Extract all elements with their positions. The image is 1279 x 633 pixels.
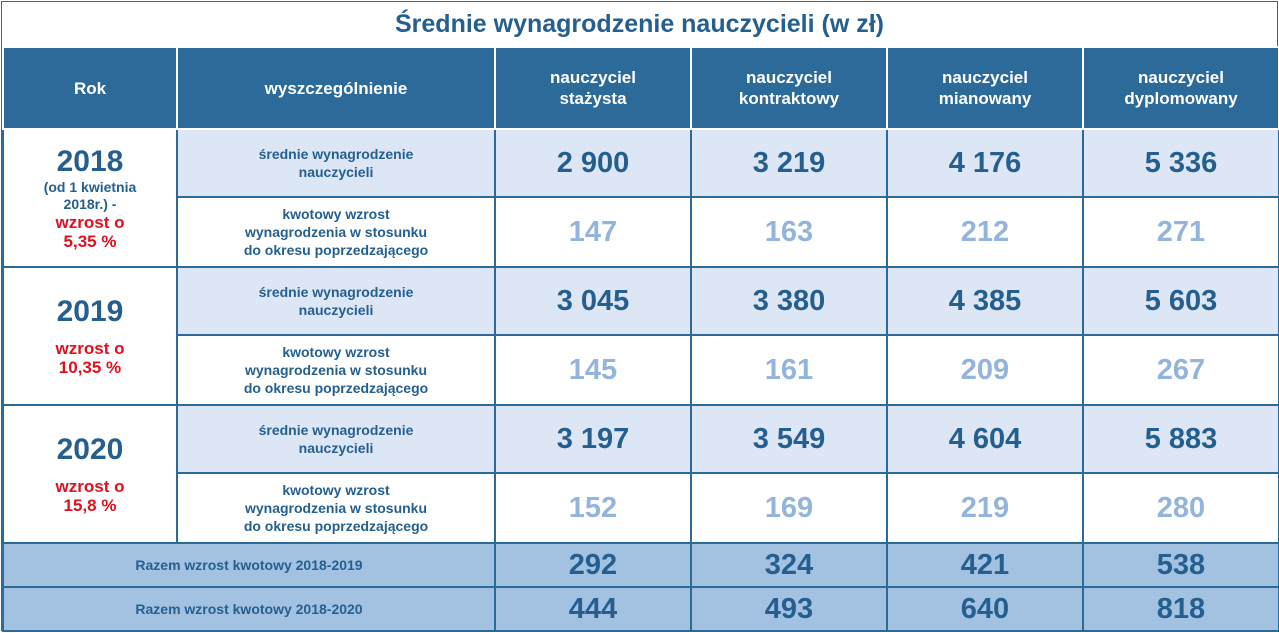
year-growth: 15,8 % — [63, 496, 117, 515]
label-line: wynagrodzenia w stosunku — [244, 224, 428, 240]
table-row — [3, 197, 1279, 267]
cell-value: 421 — [887, 543, 1083, 587]
cell-value: 5 336 — [1083, 129, 1279, 197]
table-row — [3, 267, 1279, 335]
cell-value: 212 — [887, 197, 1083, 267]
cell-value: 3 197 — [495, 405, 691, 473]
cell-value: 161 — [691, 335, 887, 405]
salary-table-document — [1, 1, 1278, 631]
table-row — [3, 473, 1279, 543]
year-note: 2018r.) - — [63, 196, 117, 212]
cell-value: 538 — [1083, 543, 1279, 587]
header-row — [3, 47, 1279, 129]
cell-value: 219 — [887, 473, 1083, 543]
cell-value: 324 — [691, 543, 887, 587]
year-growth: 10,35 % — [58, 358, 122, 377]
year-cell-2019 — [3, 267, 177, 405]
year-growth: wzrost o — [55, 213, 125, 232]
header-line: nauczyciel — [942, 68, 1028, 87]
year-cell-2018 — [3, 129, 177, 267]
total-label: Razem wzrost kwotowy 2018-2020 — [3, 587, 495, 631]
header-line: stażysta — [559, 89, 627, 108]
row-label-avg — [177, 129, 495, 197]
label-line: nauczycieli — [298, 302, 374, 318]
header-kontraktowy — [691, 47, 887, 129]
cell-value: 3 045 — [495, 267, 691, 335]
label-line: wynagrodzenia w stosunku — [244, 362, 428, 378]
cell-value: 163 — [691, 197, 887, 267]
header-line: nauczyciel — [1138, 68, 1224, 87]
row-label-avg — [177, 405, 495, 473]
page-title: Średnie wynagrodzenie nauczycieli (w zł) — [2, 2, 1277, 46]
salary-table — [2, 46, 1279, 632]
year-label: 2019 — [56, 295, 124, 328]
header-line: mianowany — [938, 89, 1032, 108]
cell-value: 145 — [495, 335, 691, 405]
year-growth: wzrost o — [55, 477, 125, 496]
cell-value: 5 603 — [1083, 267, 1279, 335]
total-row — [3, 587, 1279, 631]
cell-value: 818 — [1083, 587, 1279, 631]
cell-value: 271 — [1083, 197, 1279, 267]
cell-value: 4 176 — [887, 129, 1083, 197]
cell-value: 267 — [1083, 335, 1279, 405]
cell-value: 3 380 — [691, 267, 887, 335]
cell-value: 3 549 — [691, 405, 887, 473]
cell-value: 152 — [495, 473, 691, 543]
cell-value: 5 883 — [1083, 405, 1279, 473]
label-line: do okresu poprzedzającego — [243, 518, 429, 534]
header-description: wyszczególnienie — [177, 47, 495, 129]
label-line: kwotowy wzrost — [282, 482, 390, 498]
cell-value: 169 — [691, 473, 887, 543]
cell-value: 4 385 — [887, 267, 1083, 335]
header-dyplomowany — [1083, 47, 1279, 129]
label-line: do okresu poprzedzającego — [243, 380, 429, 396]
label-line: do okresu poprzedzającego — [243, 242, 429, 258]
year-label: 2020 — [56, 433, 124, 466]
label-line: kwotowy wzrost — [282, 344, 390, 360]
row-label-inc — [177, 473, 495, 543]
cell-value: 444 — [495, 587, 691, 631]
row-label-inc — [177, 335, 495, 405]
year-growth: wzrost o — [55, 339, 125, 358]
header-line: nauczyciel — [746, 68, 832, 87]
year-cell-2020 — [3, 405, 177, 543]
total-row — [3, 543, 1279, 587]
label-line: wynagrodzenia w stosunku — [244, 500, 428, 516]
label-line: kwotowy wzrost — [282, 206, 390, 222]
header-line: nauczyciel — [550, 68, 636, 87]
table-row — [3, 335, 1279, 405]
table-row — [3, 405, 1279, 473]
row-label-avg — [177, 267, 495, 335]
label-line: średnie wynagrodzenie — [258, 146, 414, 162]
cell-value: 280 — [1083, 473, 1279, 543]
cell-value: 3 219 — [691, 129, 887, 197]
label-line: nauczycieli — [298, 164, 374, 180]
cell-value: 292 — [495, 543, 691, 587]
cell-value: 209 — [887, 335, 1083, 405]
header-stazysta — [495, 47, 691, 129]
table-row — [3, 129, 1279, 197]
header-line: kontraktowy — [738, 89, 840, 108]
total-label: Razem wzrost kwotowy 2018-2019 — [3, 543, 495, 587]
cell-value: 4 604 — [887, 405, 1083, 473]
year-note: (od 1 kwietnia — [43, 179, 137, 195]
header-mianowany — [887, 47, 1083, 129]
header-rok: Rok — [3, 47, 177, 129]
year-growth: 5,35 % — [63, 232, 117, 251]
cell-value: 493 — [691, 587, 887, 631]
label-line: średnie wynagrodzenie — [258, 284, 414, 300]
cell-value: 2 900 — [495, 129, 691, 197]
cell-value: 147 — [495, 197, 691, 267]
label-line: średnie wynagrodzenie — [258, 422, 414, 438]
row-label-inc — [177, 197, 495, 267]
header-line: dyplomowany — [1124, 89, 1238, 108]
year-label: 2018 — [56, 145, 124, 178]
label-line: nauczycieli — [298, 440, 374, 456]
cell-value: 640 — [887, 587, 1083, 631]
